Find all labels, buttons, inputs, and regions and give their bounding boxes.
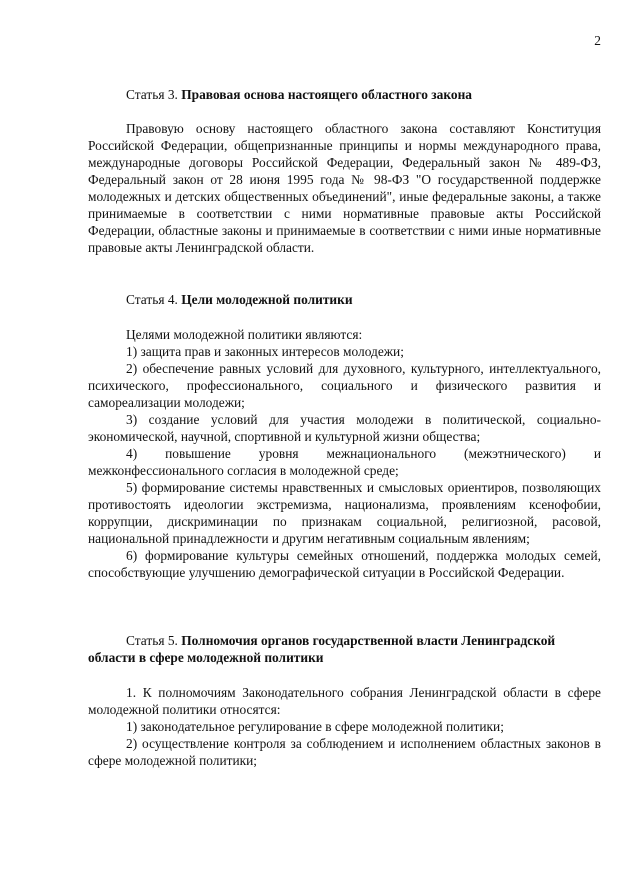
article-5-label: Статья 5. bbox=[126, 633, 178, 648]
article-3-body bbox=[88, 120, 601, 256]
list-item: 1) законодательное регулирование в сфере молодежной политики; bbox=[126, 719, 504, 734]
list-item: 4) повышение уровня межнационального (межэтнического) и межконфессионального согласия в молодежной среде; bbox=[88, 446, 601, 478]
list-item: 2) обеспечение равных условий для духовного, культурного, интеллектуального, психического, профессионального, социального и физического развития и самореализации молодежи; bbox=[88, 361, 601, 410]
list-item: 5) формирование системы нравственных и смысловых ориентиров, позволяющих противостоять идеологии экстремизма, национализма, проявлениям ксенофобии, коррупции, дискриминации по признакам социальной, религиозной, расовой, национальной принадлежности и другим негативным социальным явлениям; bbox=[88, 480, 601, 546]
paragraph: Правовую основу настоящего областного закона составляют Конституция Российской Федерации, общепризнанные принципы и нормы международного права, международные договоры Российской Федерации, Федеральный закон № 489-ФЗ, Федеральный закон от 28 июня 1995 года № 98-ФЗ "О государственной поддержке молодежных и детских общественных объединений", иные федеральные законы, а также принимаемые в соответствии с ними нормативные правовые акты Российской Федерации, областные законы и принимаемые в соответствии с ними иные нормативные правовые акты Ленинградской области. bbox=[88, 121, 601, 255]
article-4-body bbox=[88, 326, 601, 581]
article-5-body bbox=[88, 684, 601, 769]
article-5-title bbox=[88, 632, 601, 666]
list-item: 3) создание условий для участия молодежи в политической, социально-экономической, научной, спортивной и культурной жизни общества; bbox=[88, 412, 601, 444]
paragraph: Целями молодежной политики являются: bbox=[126, 327, 363, 342]
page-number: 2 bbox=[594, 33, 601, 48]
article-4-label: Статья 4. bbox=[126, 292, 178, 307]
article-3-name: Правовая основа настоящего областного закона bbox=[181, 87, 473, 102]
article-4-title bbox=[88, 291, 601, 308]
list-item: 6) формирование культуры семейных отношений, поддержка молодых семей, способствующие улучшению демографической ситуации в Российской Федерации. bbox=[88, 548, 601, 580]
article-3-title bbox=[88, 86, 601, 103]
article-5-name: Полномочия органов государственной власти Ленинградской области в сфере молодежной политики bbox=[88, 633, 556, 665]
article-4-name: Цели молодежной политики bbox=[181, 292, 353, 307]
list-item: 1) защита прав и законных интересов молодежи; bbox=[126, 344, 404, 359]
list-item: 2) осуществление контроля за соблюдением и исполнением областных законов в сфере молодежной политики; bbox=[88, 736, 601, 768]
article-3-label: Статья 3. bbox=[126, 87, 178, 102]
paragraph: 1. К полномочиям Законодательного собрания Ленинградской области в сфере молодежной политики относятся: bbox=[88, 685, 601, 717]
